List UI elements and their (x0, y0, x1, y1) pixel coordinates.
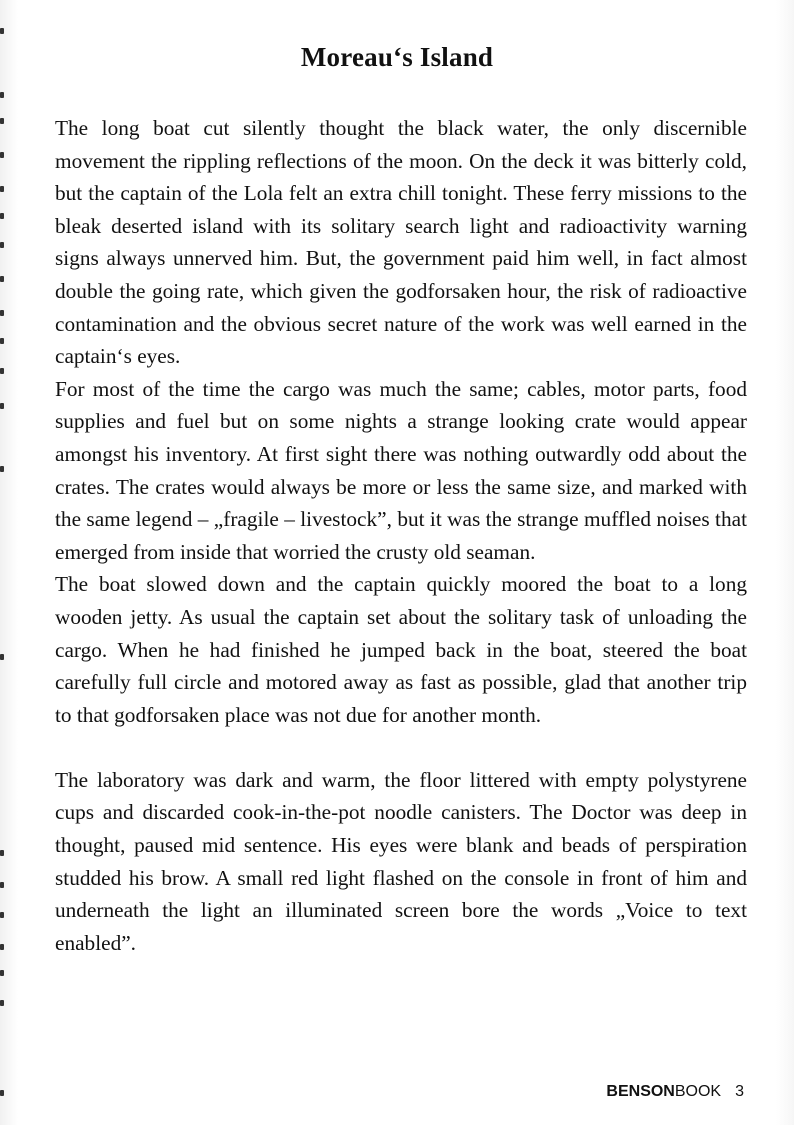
page-number: 3 (735, 1083, 744, 1100)
binding-mark (0, 28, 4, 34)
binding-mark (0, 654, 4, 660)
binding-mark (0, 403, 4, 409)
binding-mark (0, 882, 4, 888)
binding-mark (0, 338, 4, 344)
binding-mark (0, 118, 4, 124)
binding-mark (0, 1000, 4, 1006)
binding-mark (0, 944, 4, 950)
binding-mark (0, 368, 4, 374)
binding-mark (0, 1090, 4, 1096)
binding-mark (0, 970, 4, 976)
paragraph: The laboratory was dark and warm, the floor littered with empty polystyrene cups and discarded cook-in-the-pot noodle canisters. The Doctor was deep in thought, paused mid sentence. His eyes were blank and beads of perspiration studded his brow. A small red light flashed on the console in front of him and underneath the light an illuminated screen bore the words „Voice to text enabled”. (55, 767, 747, 955)
binding-mark (0, 850, 4, 856)
paragraph: For most of the time the cargo was much the same; cables, motor parts, food supplies and fuel but on some nights a strange looking crate would appear amongst his inventory. At first sight there was nothing outwardly odd about the crates. The crates would always be more or less the same size, and marked with the same legend – „fragile – livestock”, but it was the strange muffled noises that emerged from inside that worried the crusty old seaman. (55, 376, 747, 564)
story-body (55, 112, 747, 959)
binding-mark (0, 213, 4, 219)
brand-bold-text: BENSON (606, 1083, 675, 1100)
paragraph: The long boat cut silently thought the black water, the only discernible movement the rippling reflections of the moon. On the deck it was bitterly cold, but the captain of the Lola felt an extra chill tonight. These ferry missions to the bleak deserted island with its solitary search light and radioactivity warning signs always unnerved him. But, the government paid him well, in fact almost double the going rate, which given the godforsaken hour, the risk of radioactive contamination and the obvious secret nature of the work was well earned in the captain‘s eyes. (55, 116, 747, 369)
paragraph: The boat slowed down and the captain quickly moored the boat to a long wooden jetty. As usual the captain set about the solitary task of unloading the cargo. When he had finished he jumped back in the boat, steered the boat carefully full circle and motored away as fast as possible, glad that another trip to that godforsaken place was not due for another month. (55, 572, 747, 727)
binding-mark (0, 186, 4, 192)
binding-mark (0, 152, 4, 158)
binding-mark (0, 466, 4, 472)
page-title: Moreau‘s Island (300, 42, 494, 72)
page-footer (606, 1083, 744, 1101)
binding-mark (0, 310, 4, 316)
binding-mark (0, 276, 4, 282)
publisher-brand (606, 1083, 721, 1101)
binding-mark (0, 242, 4, 248)
binding-mark (0, 912, 4, 918)
brand-regular-text: BOOK (674, 1083, 722, 1100)
binding-mark (0, 92, 4, 98)
